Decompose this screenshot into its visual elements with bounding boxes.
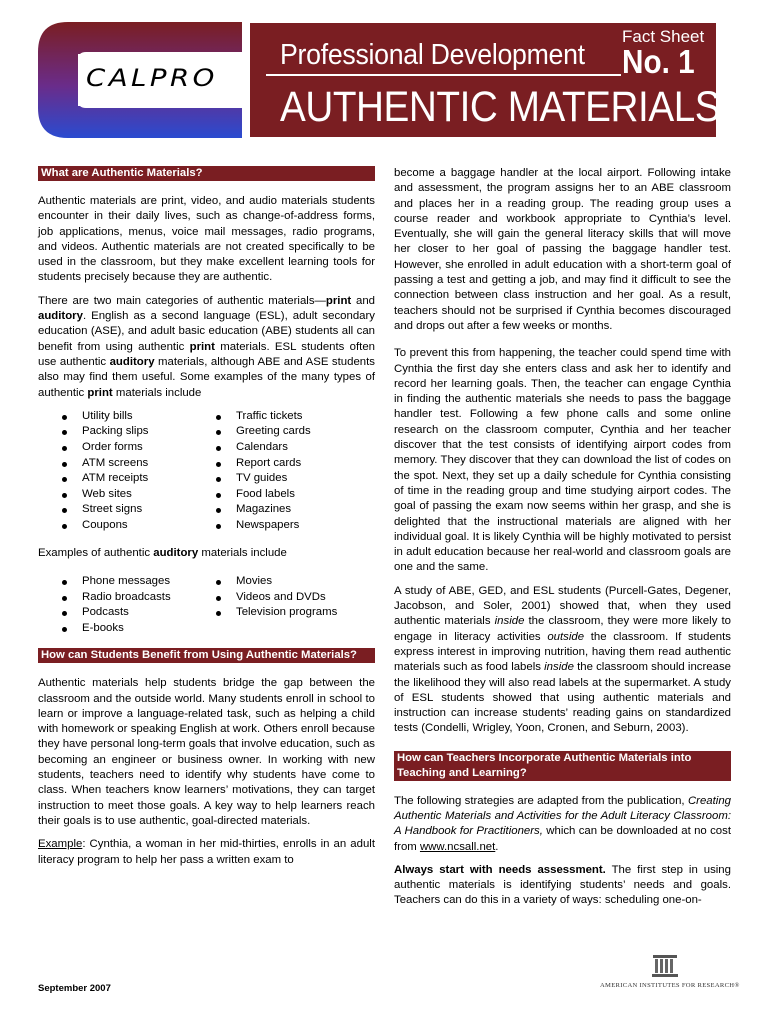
bullet-icon [216, 462, 221, 467]
page-title: AUTHENTIC MATERIALS [280, 83, 721, 131]
bullet-icon [216, 446, 221, 451]
paragraph-strategies: The following strategies are adapted from the publication, Creating Authentic Materials and Activities for the Adult Literacy Classroom: A Handbook for Practitioners, which can be downloaded at no cost from www.ncsall.net. [394, 794, 731, 853]
paragraph-categories: There are two main categories of authentic materials—print and auditory. English as a second language (ESL), adult secondary education (ASE), and adult basic education (ABE) students all can benefit from using authentic print materials. ESL students often use authentic auditory materials, although ABE and ASE students also may find them useful. Some examples of the many types of authentic print materials include [38, 294, 375, 399]
paragraph-cynthia-cont: become a baggage handler at the local airport. Following intake and assessment, the program assigns her to an ABE classroom and places her in a reading group. The reading group uses a course reader and workbook appropriate to Cynthia’s level. Eventually, she will gain the general literacy skills that will move her closer to her goal of passing the baggage handler test. However, she enrolled in adult education with a short-term goal of passing a test and getting a job, and may find it difficult to see the connection between class instruction and her goal. As a result, teachers should not be surprised if Cynthia becomes discouraged and drops out after a few weeks or months. [394, 167, 731, 332]
bullet-icon [62, 524, 67, 529]
bullet-icon [62, 627, 67, 632]
air-logo-text: AMERICAN INSTITUTES FOR RESEARCH® [600, 982, 740, 989]
list-item: Street signs [59, 502, 213, 518]
bullet-icon [216, 415, 221, 420]
calpro-logo [38, 22, 242, 138]
list-item: Utility bills [59, 409, 213, 425]
print-list-col1 [59, 409, 213, 534]
bullet-icon [216, 524, 221, 529]
list-item: ATM receipts [59, 471, 213, 487]
list-item: Magazines [213, 502, 363, 518]
section-heading-what: What are Authentic Materials? [38, 166, 375, 181]
bullet-icon [62, 446, 67, 451]
building-icon [652, 955, 678, 977]
title-banner [250, 23, 721, 137]
list-item: Newspapers [213, 518, 363, 534]
bullet-icon [62, 462, 67, 467]
print-list-col2 [213, 409, 363, 534]
list-item: Report cards [213, 456, 363, 472]
bullet-icon [216, 430, 221, 435]
bullet-icon [62, 415, 67, 420]
air-logo [600, 955, 740, 995]
list-item: Coupons [59, 518, 213, 534]
publication-date: September 2007 [38, 983, 111, 994]
bullet-icon [216, 493, 221, 498]
bullet-icon [62, 508, 67, 513]
section-heading-benefit: How can Students Benefit from Using Authentic Materials? [38, 648, 375, 663]
list-item: ATM screens [59, 456, 213, 472]
list-item: Phone messages [59, 574, 213, 590]
auditory-list-col1 [59, 574, 213, 636]
logo-text: CALPRO [86, 64, 218, 92]
bullet-icon [62, 493, 67, 498]
paragraph-auditory-intro: Examples of authentic auditory materials include [38, 546, 287, 559]
bullet-icon [216, 596, 221, 601]
list-item: Web sites [59, 487, 213, 503]
list-item: Food labels [213, 487, 363, 503]
fact-sheet-number: No. 1 [622, 43, 695, 80]
bullet-icon [62, 580, 67, 585]
bullet-icon [62, 430, 67, 435]
list-item: Radio broadcasts [59, 590, 213, 606]
ncsall-link[interactable]: www.ncsall.net [419, 840, 496, 853]
right-column [394, 166, 731, 917]
list-item: Greeting cards [213, 424, 363, 440]
banner-divider [266, 74, 621, 76]
list-item: Order forms [59, 440, 213, 456]
list-item: Podcasts [59, 605, 213, 621]
paragraph-study: A study of ABE, GED, and ESL students (Purcell-Gates, Degener, Jacobson, and Soler, 2001) showed that, when they used authentic materials inside the classroom, they were more likely to engage in literacy activities outside the classroom. If students express interest in improving nutrition, having them read authentic materials such as food labels inside the classroom should increase the likelihood they will also read labels at the supermarket. A study of ESL students showed that using authentic materials and instruction can increase students’ reading gains on standardized tests (Condelli, Wrigley, Yoon, Cronen, and Seburn, 2003). [394, 584, 732, 735]
paragraph-prevent: To prevent this from happening, the teacher could spend time with Cynthia the first day she enters class and ask her to identify and record her learning goals. Then, the teacher can engage Cynthia in finding the authentic materials she needs to pass the baggage handler test. Following a few phone calls and some online research on the classroom computer, Cynthia and her teacher discover that the test consists of identifying airport codes from memory. They discover that they can download the list of codes on the spot. Next, they set up a daily schedule for Cynthia consisting of time in the reading group and time studying airport codes. The goal of passing the exam now seems within her grasp, and she is delighted that the instructional materials are aligned with her individual goal. It is likely Cynthia will be highly motivated to persist in adult education because her real-world and classroom goals are one and the same. [394, 347, 731, 574]
fact-sheet-label: Fact Sheet [622, 27, 705, 46]
paragraph-benefit: Authentic materials help students bridge the gap between the classroom and the outside world. Many students enroll in school to learn or improve a language-related task, such as helping a child with homework or speaking English at work. Others enroll because they have personal long-term goals that involve education, such as becoming an engineer or business owner. In working with new students, teachers need to identify why students have come to class. When teachers know learners’ motivations, they can target instruction to meet those goals. A key way to help learners reach their goals is to use authentic, goal-directed materials. [38, 677, 375, 827]
left-column [38, 166, 375, 876]
list-item: E-books [59, 621, 213, 637]
list-item: Packing slips [59, 424, 213, 440]
list-item: Traffic tickets [213, 409, 363, 425]
bullet-icon [216, 508, 221, 513]
auditory-materials-list [38, 574, 375, 636]
list-item: Television programs [213, 605, 363, 621]
list-item: TV guides [213, 471, 363, 487]
list-item: Videos and DVDs [213, 590, 363, 606]
bullet-icon [62, 477, 67, 482]
paragraph-needs-assessment: Always start with needs assessment. The first step in using authentic materials is identifying students’ needs and goals. Teachers can do this in a variety of ways: scheduling one-on- [394, 863, 731, 907]
list-item: Calendars [213, 440, 363, 456]
section-heading-incorporate: How can Teachers Incorporate Authentic Materials into Teaching and Learning? [394, 751, 731, 781]
print-materials-list [38, 409, 375, 534]
bullet-icon [62, 611, 67, 616]
bullet-icon [216, 580, 221, 585]
bullet-icon [216, 611, 221, 616]
paragraph-example: Example: Cynthia, a woman in her mid-thirties, enrolls in an adult literacy program to help her pass a written exam to [38, 838, 375, 866]
list-item: Movies [213, 574, 363, 590]
auditory-list-col2 [213, 574, 363, 636]
paragraph-definition: Authentic materials are print, video, and audio materials students encounter in their daily lives, such as change-of-address forms, job applications, menus, voice mail messages, radio programs, and videos. Authentic materials are not created specifically to be used in the classroom, but they make excellent learning tools for students precisely because they are authentic. [38, 195, 375, 284]
banner-title: Professional Development [280, 39, 585, 71]
bullet-icon [62, 596, 67, 601]
bullet-icon [216, 477, 221, 482]
